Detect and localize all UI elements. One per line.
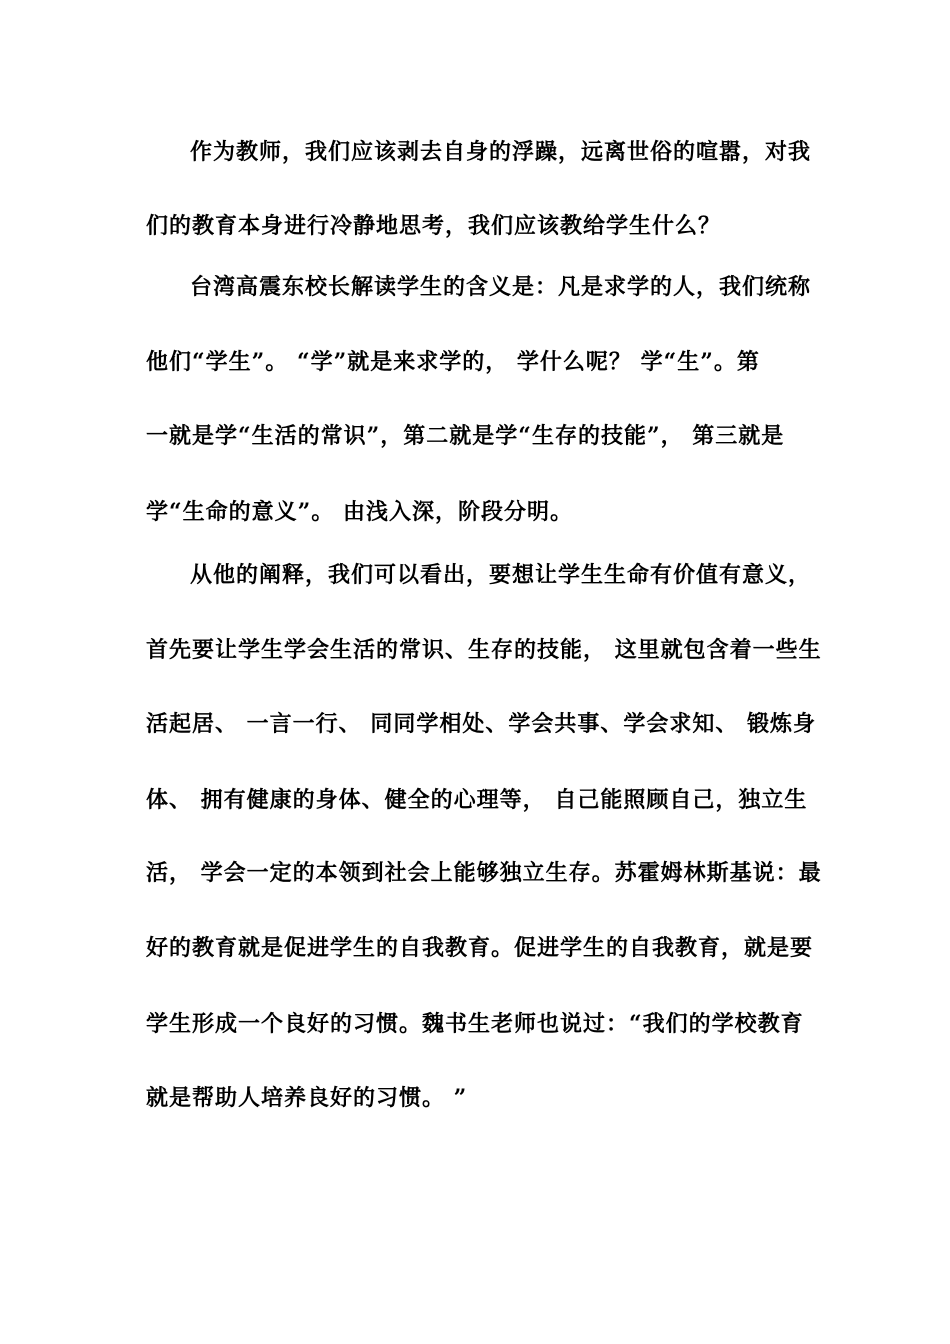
- paragraph-2-line-4: 学“生命的意义”。 由浅入深，阶段分明。: [146, 499, 573, 525]
- paragraph-2-line-3: 一就是学“生活的常识”，第二就是学“生存的技能”， 第三就是: [146, 423, 785, 449]
- paragraph-3-line-7: 学生形成一个良好的习惯。魏书生老师也说过：“我们的学校教育: [146, 1011, 804, 1037]
- paragraph-3-line-3: 活起居、 一言一行、 同同学相处、学会共事、学会求知、 锻炼身: [146, 711, 816, 737]
- paragraph-3-line-4: 体、 拥有健康的身体、健全的心理等， 自己能照顾自己，独立生: [146, 787, 808, 813]
- paragraph-3-line-1: 从他的阐释，我们可以看出，要想让学生生命有价值有意义，: [190, 562, 812, 588]
- paragraph-1-line-2: 们的教育本身进行冷静地思考，我们应该教给学生什么？: [146, 213, 722, 239]
- paragraph-3-line-5: 活， 学会一定的本领到社会上能够独立生存。苏霍姆林斯基说：最: [146, 860, 822, 886]
- paragraph-1-line-1: 作为教师，我们应该剥去自身的浮躁，远离世俗的喧嚣，对我: [190, 139, 812, 165]
- paragraph-3-line-8: 就是帮助人培养良好的习惯。 ”: [146, 1085, 468, 1111]
- paragraph-2-line-2: 他们“学生”。 “学”就是来求学的， 学什么呢？ 学“生”。第: [146, 349, 760, 375]
- paragraph-3-line-2: 首先要让学生学会生活的常识、生存的技能， 这里就包含着一些生: [146, 637, 822, 663]
- paragraph-2-line-1: 台湾高震东校长解读学生的含义是：凡是求学的人，我们统称: [190, 274, 812, 300]
- paragraph-3-line-6: 好的教育就是促进学生的自我教育。促进学生的自我教育，就是要: [146, 935, 814, 961]
